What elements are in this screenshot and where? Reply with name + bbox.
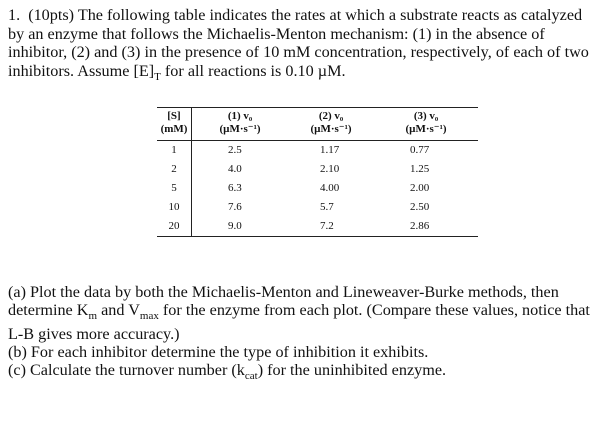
question-text bbox=[8, 6, 594, 86]
question-intro: The following table indicates the rates at which a substrate reacts as catalyzed by an enzyme that follows the Michaelis-Menton mechanism: (1) in the absence of inhibitor, (2) and (3) in the presence of 10 mM concentration, respectively, of each of two inhibitors. Assume [E] bbox=[8, 6, 589, 80]
table-row bbox=[157, 217, 478, 237]
header-substrate: [S] (mM) bbox=[157, 108, 192, 141]
cell-rate-2: 2.10 bbox=[320, 163, 340, 175]
cell-rate-3: 2.86 bbox=[374, 217, 478, 237]
table-header-row bbox=[157, 108, 478, 141]
cell-rate-2: 4.00 bbox=[320, 182, 340, 194]
question-points: (10pts) bbox=[28, 6, 75, 24]
cell-rate-2: 1.17 bbox=[320, 144, 340, 156]
cell-substrate: 1 bbox=[157, 141, 192, 161]
header-rate-2: (2) v₀ (µM·s⁻¹) bbox=[288, 108, 374, 141]
cell-rate-3: 2.00 bbox=[410, 182, 430, 194]
question-number: 1. bbox=[8, 6, 21, 24]
rate-data-table bbox=[157, 107, 478, 237]
table-row bbox=[157, 141, 478, 161]
cell-rate-3: 0.77 bbox=[410, 144, 430, 156]
table-row bbox=[157, 179, 478, 198]
question-parts bbox=[8, 283, 594, 385]
enzyme-total-subscript: T bbox=[154, 70, 161, 83]
header-rate-3: (3) v₀ (µM·s⁻¹) bbox=[374, 108, 478, 141]
vmax-subscript: max bbox=[139, 310, 159, 323]
cell-rate-2: 5.7 bbox=[320, 201, 334, 213]
cell-rate-1: 2.5 bbox=[228, 144, 242, 156]
cell-substrate: 2 bbox=[157, 160, 192, 179]
cell-substrate: 10 bbox=[157, 198, 192, 217]
cell-rate-3: 1.25 bbox=[410, 163, 430, 175]
table-row bbox=[157, 160, 478, 179]
km-subscript: m bbox=[88, 310, 98, 323]
table-row bbox=[157, 198, 478, 217]
cell-rate-3: 2.50 bbox=[410, 201, 430, 213]
part-a: (a) Plot the data by both the Michaelis-Menton and Lineweaver-Burke methods, then determine $K_m$ and $V_{max}$ for the enzyme from each plot. (Compare these values, notice that L-B gives more accuracy.) bbox=[8, 283, 590, 344]
kcat-subscript: cat bbox=[244, 370, 258, 383]
part-b: (b) For each inhibitor determine the type of inhibition it exhibits. bbox=[8, 343, 429, 362]
cell-rate-2: 7.2 bbox=[288, 217, 374, 237]
cell-rate-1: 9.0 bbox=[192, 217, 289, 237]
cell-rate-1: 6.3 bbox=[228, 182, 242, 194]
question-intro-end: for all reactions is 0.10 µM. bbox=[160, 61, 346, 80]
part-c: (c) Calculate the turnover number $(k_{cat})$ for the uninhibited enzyme. bbox=[8, 361, 447, 383]
header-rate-1: (1) v₀ (µM·s⁻¹) bbox=[192, 108, 289, 141]
cell-substrate: 20 bbox=[157, 217, 192, 237]
cell-rate-1: 4.0 bbox=[228, 163, 242, 175]
cell-substrate: 5 bbox=[157, 179, 192, 198]
cell-rate-1: 7.6 bbox=[228, 201, 242, 213]
